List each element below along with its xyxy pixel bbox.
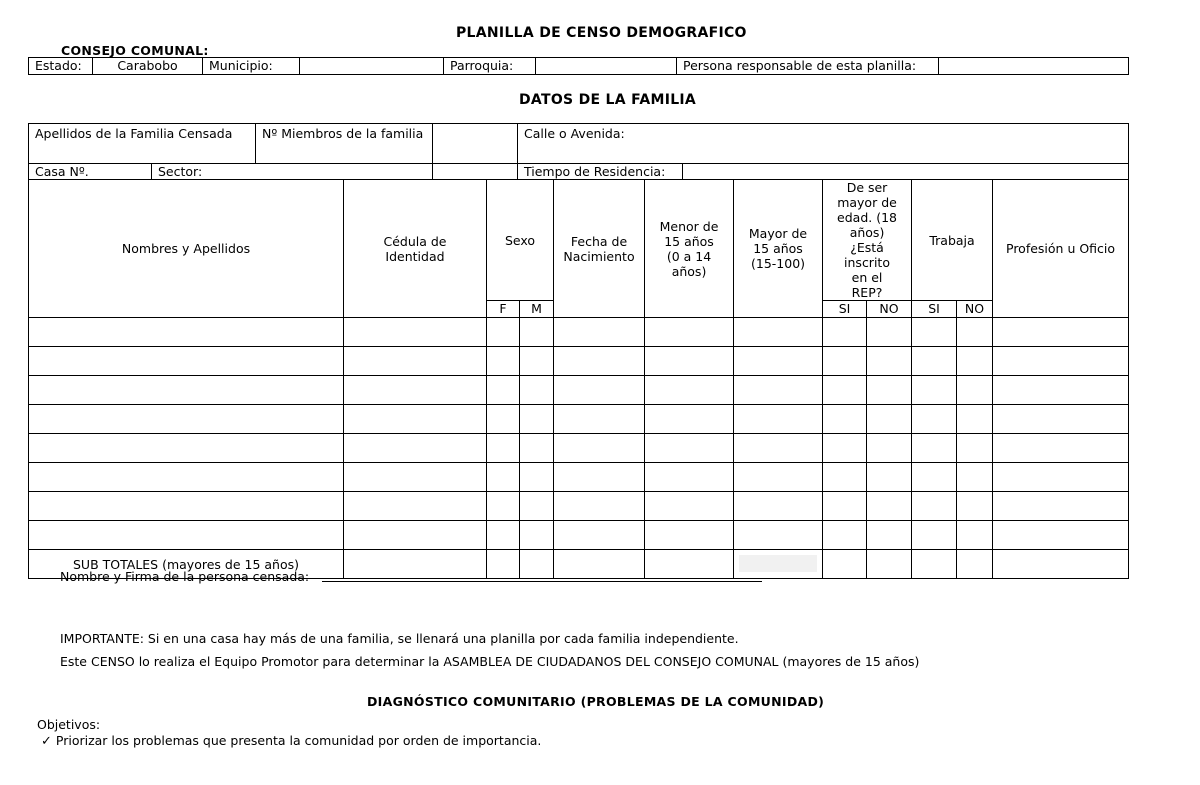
member-cell[interactable] (912, 405, 957, 434)
member-cell[interactable] (520, 492, 554, 521)
member-cell[interactable] (912, 521, 957, 550)
member-cell[interactable] (520, 463, 554, 492)
diagnostic-title: DIAGNÓSTICO COMUNITARIO (PROBLEMAS DE LA COMUNIDAD) (367, 694, 825, 709)
sector-extra-field[interactable] (433, 164, 518, 180)
member-row (29, 405, 1129, 434)
member-cell[interactable] (993, 318, 1129, 347)
member-cell[interactable] (487, 463, 520, 492)
member-cell[interactable] (867, 347, 912, 376)
member-cell[interactable] (993, 347, 1129, 376)
col-mayor-text: Mayor de 15 años (15-100) (748, 226, 808, 271)
member-cell[interactable] (487, 347, 520, 376)
member-cell[interactable] (993, 376, 1129, 405)
col-mayor (734, 180, 823, 318)
col-rep-si: SI (823, 301, 867, 318)
member-cell[interactable] (29, 347, 344, 376)
member-cell[interactable] (734, 318, 823, 347)
member-cell[interactable] (29, 521, 344, 550)
member-cell[interactable] (823, 318, 867, 347)
member-cell[interactable] (823, 492, 867, 521)
member-cell[interactable] (734, 376, 823, 405)
member-rows (29, 318, 1129, 550)
objective-item (41, 733, 541, 749)
casa-label: Casa Nº. (29, 164, 152, 180)
member-cell[interactable] (912, 376, 957, 405)
subtotal-cell[interactable] (344, 550, 487, 579)
subtotals-label: SUB TOTALES (mayores de 15 años) (29, 550, 344, 579)
col-trabaja-no: NO (957, 301, 993, 318)
objective-text: Priorizar los problemas que presenta la comunidad por orden de importancia. (55, 733, 542, 748)
member-cell[interactable] (344, 521, 487, 550)
municipio-field[interactable] (300, 58, 444, 75)
member-cell[interactable] (554, 463, 645, 492)
member-cell[interactable] (344, 347, 487, 376)
member-cell[interactable] (993, 463, 1129, 492)
member-cell[interactable] (645, 463, 734, 492)
member-cell[interactable] (520, 376, 554, 405)
member-row (29, 318, 1129, 347)
calle-label: Calle o Avenida: (518, 124, 1129, 164)
member-cell[interactable] (867, 318, 912, 347)
consejo-comunal-label: CONSEJO COMUNAL: (61, 43, 209, 58)
member-cell[interactable] (554, 376, 645, 405)
estado-field[interactable]: Carabobo (93, 58, 203, 75)
member-row (29, 521, 1129, 550)
member-cell[interactable] (734, 405, 823, 434)
page-title: PLANILLA DE CENSO DEMOGRAFICO (456, 25, 747, 41)
col-sexo-m: M (520, 301, 554, 318)
subtotal-shade (739, 555, 817, 572)
apellidos-label: Apellidos de la Familia Censada (29, 124, 256, 164)
subtotal-cell[interactable] (823, 550, 867, 579)
member-cell[interactable] (957, 492, 993, 521)
member-cell[interactable] (645, 347, 734, 376)
member-row (29, 463, 1129, 492)
col-cedula (344, 180, 487, 318)
member-cell[interactable] (867, 463, 912, 492)
member-cell[interactable] (912, 347, 957, 376)
important-note: IMPORTANTE: Si en una casa hay más de una familia, se llenará una planilla por cada familia independiente. (60, 631, 739, 646)
miembros-label: Nº Miembros de la familia (256, 124, 433, 164)
member-cell[interactable] (957, 463, 993, 492)
estado-label: Estado: (29, 58, 93, 75)
check-icon: ✓ (41, 734, 52, 749)
col-rep-text: De ser mayor de edad. (18 años) ¿Está inscrito en el REP? (837, 180, 897, 300)
member-cell[interactable] (645, 376, 734, 405)
member-cell[interactable] (344, 376, 487, 405)
member-cell[interactable] (912, 492, 957, 521)
member-cell[interactable] (734, 434, 823, 463)
member-cell[interactable] (957, 318, 993, 347)
member-cell[interactable] (645, 492, 734, 521)
member-cell[interactable] (867, 434, 912, 463)
member-cell[interactable] (645, 521, 734, 550)
col-sexo-f: F (487, 301, 520, 318)
subtotal-cell[interactable] (645, 550, 734, 579)
top-fields-table (28, 57, 1129, 75)
subtotal-cell-mayor[interactable] (734, 550, 823, 579)
member-cell[interactable] (734, 492, 823, 521)
member-cell[interactable] (554, 434, 645, 463)
member-cell[interactable] (823, 463, 867, 492)
member-cell[interactable] (554, 492, 645, 521)
member-row (29, 376, 1129, 405)
member-cell[interactable] (734, 521, 823, 550)
member-cell[interactable] (867, 405, 912, 434)
parroquia-label: Parroquia: (444, 58, 536, 75)
member-cell[interactable] (487, 376, 520, 405)
member-cell[interactable] (734, 347, 823, 376)
subtotal-cell[interactable] (912, 550, 957, 579)
member-cell[interactable] (912, 463, 957, 492)
col-menor-text: Menor de 15 años (0 a 14 años) (659, 218, 719, 279)
member-cell[interactable] (645, 434, 734, 463)
member-cell[interactable] (29, 463, 344, 492)
member-cell[interactable] (344, 318, 487, 347)
member-cell[interactable] (957, 434, 993, 463)
col-cedula-text: Cédula de Identidad (383, 233, 447, 264)
member-cell[interactable] (957, 376, 993, 405)
member-cell[interactable] (993, 521, 1129, 550)
member-cell[interactable] (912, 434, 957, 463)
member-cell[interactable] (554, 318, 645, 347)
member-cell[interactable] (823, 405, 867, 434)
member-cell[interactable] (344, 405, 487, 434)
subtotal-cell[interactable] (867, 550, 912, 579)
subtotal-cell[interactable] (554, 550, 645, 579)
responsable-field[interactable] (939, 58, 1129, 75)
subtotal-cell[interactable] (993, 550, 1129, 579)
member-cell[interactable] (645, 405, 734, 434)
col-rep-no: NO (867, 301, 912, 318)
col-menor (645, 180, 734, 318)
member-cell[interactable] (29, 318, 344, 347)
tiempo-cell (518, 164, 1129, 180)
tiempo-field[interactable] (683, 164, 1128, 179)
member-cell[interactable] (520, 434, 554, 463)
censo-note: Este CENSO lo realiza el Equipo Promotor para determinar la ASAMBLEA DE CIUDADANOS DEL CONSEJO COMUNAL (mayores de 15 años) (60, 654, 920, 669)
member-row (29, 492, 1129, 521)
member-row (29, 347, 1129, 376)
miembros-field[interactable] (433, 124, 518, 164)
member-cell[interactable] (29, 492, 344, 521)
section-title: DATOS DE LA FAMILIA (519, 92, 697, 108)
subtotal-cell[interactable] (487, 550, 520, 579)
member-cell[interactable] (29, 376, 344, 405)
subtotal-cell[interactable] (957, 550, 993, 579)
member-row (29, 434, 1129, 463)
member-cell[interactable] (993, 434, 1129, 463)
member-cell[interactable] (823, 376, 867, 405)
member-cell[interactable] (823, 434, 867, 463)
col-fecha (554, 180, 645, 318)
parroquia-field[interactable] (536, 58, 677, 75)
member-cell[interactable] (554, 405, 645, 434)
member-cell[interactable] (993, 492, 1129, 521)
member-cell[interactable] (912, 318, 957, 347)
col-trabaja-si: SI (912, 301, 957, 318)
member-cell[interactable] (487, 434, 520, 463)
member-cell[interactable] (520, 521, 554, 550)
member-cell[interactable] (957, 347, 993, 376)
member-cell[interactable] (344, 492, 487, 521)
objetivos-label: Objetivos: (37, 717, 101, 732)
member-cell[interactable] (487, 405, 520, 434)
col-nombres: Nombres y Apellidos (29, 180, 344, 318)
member-cell[interactable] (867, 376, 912, 405)
signature-label: Nombre y Firma de la persona censada: (60, 569, 310, 584)
member-cell[interactable] (29, 405, 344, 434)
member-cell[interactable] (520, 405, 554, 434)
member-cell[interactable] (520, 347, 554, 376)
signature-line[interactable] (322, 581, 762, 582)
col-sexo: Sexo (487, 180, 554, 301)
municipio-label: Municipio: (203, 58, 300, 75)
member-cell[interactable] (867, 492, 912, 521)
member-cell[interactable] (487, 521, 520, 550)
col-profesion: Profesión u Oficio (993, 180, 1129, 318)
member-cell[interactable] (957, 521, 993, 550)
family-info-table (28, 123, 1129, 180)
member-cell[interactable] (487, 318, 520, 347)
col-trabaja: Trabaja (912, 180, 993, 301)
sector-label: Sector: (152, 164, 433, 180)
member-cell[interactable] (554, 347, 645, 376)
member-cell[interactable] (823, 347, 867, 376)
member-cell[interactable] (487, 492, 520, 521)
member-cell[interactable] (734, 463, 823, 492)
col-rep (823, 180, 912, 301)
tiempo-label: Tiempo de Residencia: (518, 164, 683, 179)
member-cell[interactable] (520, 318, 554, 347)
responsable-label: Persona responsable de esta planilla: (677, 58, 939, 75)
members-table (28, 179, 1129, 579)
member-cell[interactable] (957, 405, 993, 434)
member-cell[interactable] (29, 434, 344, 463)
member-cell[interactable] (993, 405, 1129, 434)
member-cell[interactable] (554, 521, 645, 550)
member-cell[interactable] (344, 434, 487, 463)
subtotal-cell[interactable] (520, 550, 554, 579)
member-cell[interactable] (645, 318, 734, 347)
member-cell[interactable] (823, 521, 867, 550)
member-cell[interactable] (867, 521, 912, 550)
col-fecha-text: Fecha de Nacimiento (563, 233, 635, 264)
member-cell[interactable] (344, 463, 487, 492)
